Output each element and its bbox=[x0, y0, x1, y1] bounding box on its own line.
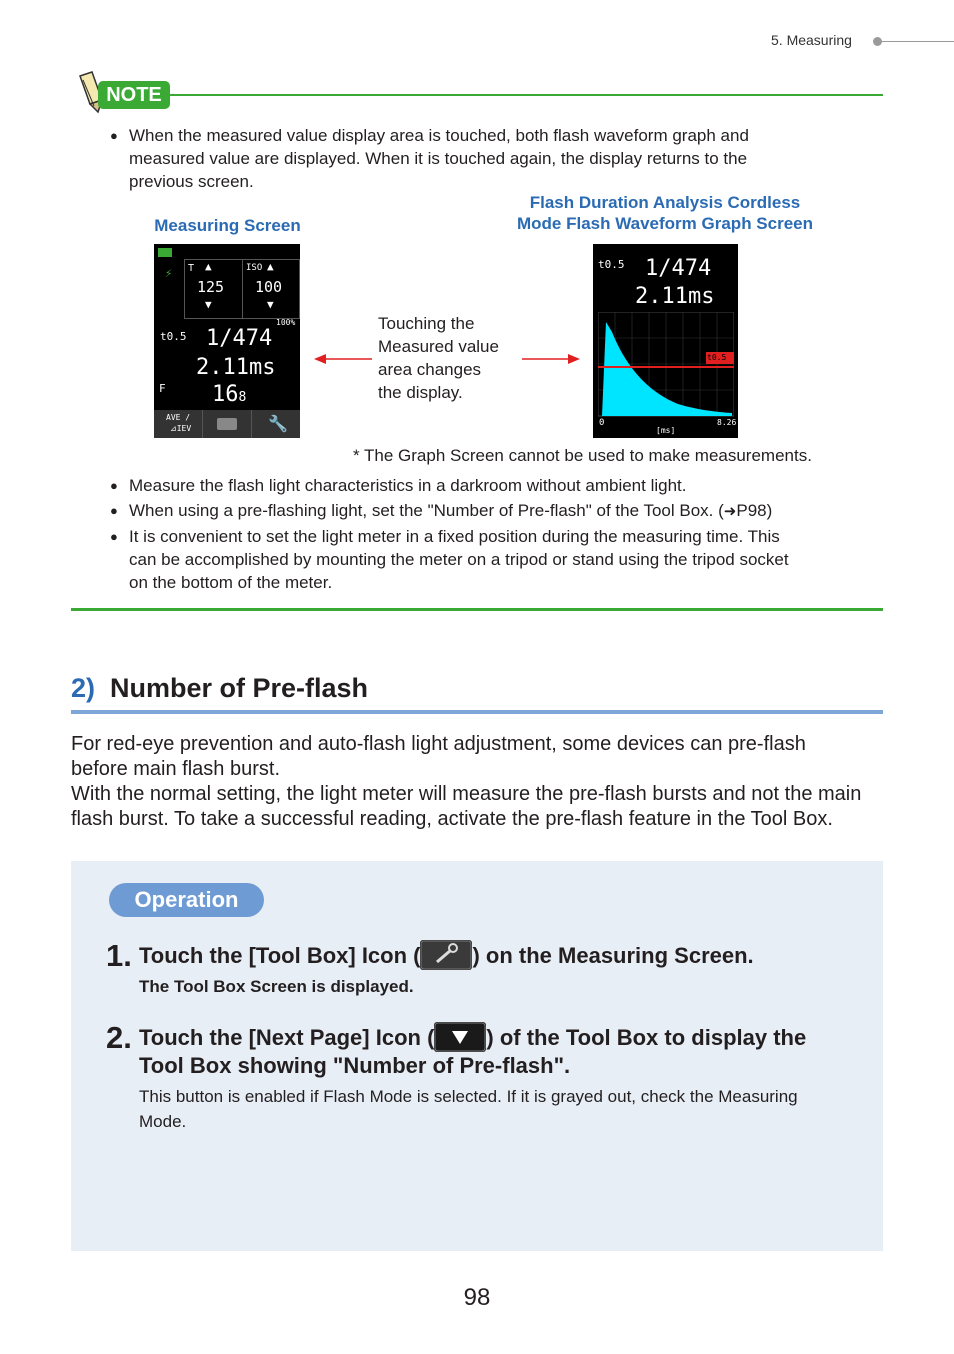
down-arrow-icon[interactable]: ▼ bbox=[205, 298, 212, 311]
step-1-post: ) on the Measuring Screen. bbox=[472, 943, 754, 968]
t-label: T bbox=[188, 263, 195, 274]
operation-label: Operation bbox=[109, 883, 264, 917]
bullet-line: When using a pre-flashing light, set the "Number of Pre-flash" of the Tool Box. ( bbox=[129, 501, 724, 520]
bullet-dot: ● bbox=[110, 529, 118, 544]
step-2-pre: Touch the [Next Page] Icon ( bbox=[139, 1025, 435, 1050]
iso-value: 100 bbox=[255, 278, 283, 296]
note-bullet-3 bbox=[110, 499, 869, 523]
graph-screen-image bbox=[593, 244, 738, 438]
up-arrow-icon[interactable]: ▲ bbox=[267, 260, 274, 273]
memory-icon bbox=[217, 418, 237, 430]
memory-button[interactable] bbox=[203, 410, 252, 438]
t-value: 125 bbox=[197, 278, 225, 296]
wrench-icon bbox=[420, 940, 472, 970]
bullet-dot: ● bbox=[110, 128, 118, 143]
left-arrow-icon bbox=[312, 352, 374, 366]
ave-button[interactable] bbox=[154, 410, 203, 438]
caption-line: Mode Flash Waveform Graph Screen bbox=[517, 214, 813, 233]
note-rule bbox=[168, 94, 883, 96]
note-bullet-4 bbox=[110, 525, 869, 594]
section-rule bbox=[71, 710, 883, 714]
step-1-number: 1. bbox=[106, 938, 132, 973]
x-axis-end: 8.26 bbox=[717, 418, 737, 427]
desc-line: the display. bbox=[378, 383, 463, 402]
caption-measuring-screen: Measuring Screen bbox=[154, 216, 301, 235]
measuring-screen-image bbox=[154, 244, 300, 438]
x-axis-start: 0 bbox=[599, 418, 605, 428]
iev-label: ⊿IEV bbox=[170, 424, 192, 433]
ms-value[interactable]: 2.11ms bbox=[196, 355, 276, 380]
bullet-line: previous screen. bbox=[129, 172, 254, 191]
f-value-group bbox=[212, 382, 246, 407]
step-1-pre: Touch the [Tool Box] Icon ( bbox=[139, 943, 421, 968]
t05-marker-label: t0.5 bbox=[707, 353, 727, 362]
bullet-line: measured value are displayed. When it is touched again, the display returns to the bbox=[129, 149, 748, 168]
bullet-line: It is convenient to set the light meter in a fixed position during the measuring time. This bbox=[129, 527, 780, 546]
header-rule bbox=[882, 41, 954, 42]
step-2-post: ) of the Tool Box to display the bbox=[486, 1025, 807, 1050]
down-arrow-icon[interactable]: ▼ bbox=[267, 298, 274, 311]
note-bottom-rule bbox=[71, 608, 883, 611]
desc-line: Touching the bbox=[378, 314, 475, 333]
paragraph-line: before main flash burst. bbox=[71, 758, 280, 780]
t-setting-box[interactable] bbox=[184, 259, 243, 319]
right-arrow-icon bbox=[520, 352, 582, 366]
page-number: 98 bbox=[463, 1284, 491, 1311]
fraction-value[interactable]: 1/474 bbox=[206, 326, 273, 351]
step-1-text bbox=[139, 942, 754, 972]
paragraph-line: For red-eye prevention and auto-flash light adjustment, some devices can pre-flash bbox=[71, 733, 806, 755]
iso-label: ISO bbox=[246, 263, 263, 273]
x-axis-unit: [ms] bbox=[656, 426, 676, 435]
percent-label: 100% bbox=[276, 318, 296, 327]
desc-line: area changes bbox=[378, 360, 482, 379]
iso-setting-box[interactable] bbox=[242, 259, 300, 319]
lcd-bottom-bar bbox=[154, 410, 300, 438]
paragraph-line: With the normal setting, the light meter will measure the pre-flash bursts and not the main bbox=[71, 783, 862, 805]
fraction-value[interactable]: 1/474 bbox=[645, 256, 712, 281]
step-1-result: The Tool Box Screen is displayed. bbox=[139, 977, 414, 996]
caption-line: Flash Duration Analysis Cordless bbox=[529, 193, 801, 212]
section-number: 2) bbox=[71, 673, 96, 703]
chapter-header: 5. Measuring bbox=[771, 32, 852, 48]
note-bullet-2 bbox=[110, 474, 869, 497]
section-title: Number of Pre-flash bbox=[110, 673, 369, 703]
battery-icon bbox=[158, 248, 172, 257]
graph-footnote: * The Graph Screen cannot be used to make measurements. bbox=[353, 446, 812, 465]
up-arrow-icon[interactable]: ▲ bbox=[205, 260, 212, 273]
paragraph-line: flash burst. To take a successful reading, activate the pre-flash feature in the Tool Box. bbox=[71, 808, 833, 830]
ms-value[interactable]: 2.11ms bbox=[635, 284, 715, 309]
header-dot bbox=[873, 37, 882, 46]
f-value: 16 bbox=[212, 382, 239, 407]
t05-label: t0.5 bbox=[598, 258, 625, 271]
caption-graph-screen bbox=[495, 192, 835, 234]
step-2-text bbox=[139, 1024, 806, 1054]
note-line: This button is enabled if Flash Mode is selected. If it is grayed out, check the Measuring bbox=[139, 1087, 798, 1106]
bullet-line: can be accomplished by mounting the meter on a tripod or stand using the tripod socket bbox=[129, 550, 789, 569]
triangle-down-icon bbox=[434, 1022, 486, 1052]
ave-label: AVE / bbox=[166, 413, 191, 422]
next-page-icon bbox=[434, 1022, 486, 1052]
t05-label: t0.5 bbox=[160, 330, 187, 343]
toolbox-button[interactable] bbox=[252, 410, 300, 438]
section-paragraph bbox=[71, 732, 901, 832]
flash-mode-icon: ⚡ bbox=[165, 266, 173, 280]
note-bullet-1 bbox=[110, 124, 869, 193]
note-badge: NOTE bbox=[98, 81, 170, 109]
bullet-line: on the bottom of the meter. bbox=[129, 573, 333, 592]
step-2-number: 2. bbox=[106, 1020, 132, 1055]
f-label: F bbox=[159, 382, 166, 395]
desc-line: Measured value bbox=[378, 337, 499, 356]
touch-description bbox=[378, 312, 518, 404]
bullet-line: When the measured value display area is touched, both flash waveform graph and bbox=[129, 126, 749, 145]
note-line: Mode. bbox=[139, 1112, 187, 1131]
step-2-line-2: Tool Box showing "Number of Pre-flash". bbox=[139, 1053, 571, 1078]
wrench-icon: 🔧 bbox=[268, 414, 288, 433]
bullet-dot: ● bbox=[110, 503, 118, 518]
toolbox-icon bbox=[420, 940, 472, 970]
page-reference-link[interactable]: P98) bbox=[736, 501, 773, 520]
bullet-dot: ● bbox=[110, 478, 118, 493]
waveform-area bbox=[602, 322, 732, 416]
f-subvalue: 8 bbox=[238, 390, 247, 405]
step-2-note bbox=[139, 1084, 869, 1134]
arrow-right-icon: ➜ bbox=[723, 503, 737, 520]
bullet-line: Measure the flash light characteristics in a darkroom without ambient light. bbox=[129, 476, 687, 495]
flash-waveform-graph bbox=[598, 312, 734, 418]
